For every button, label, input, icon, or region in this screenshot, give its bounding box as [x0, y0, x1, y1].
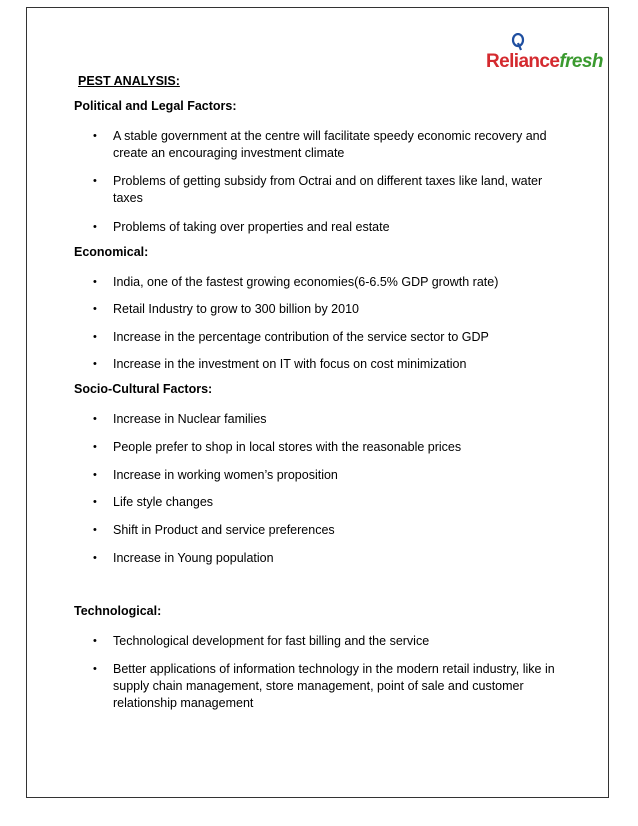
- list-bullet: •: [93, 469, 97, 481]
- list-bullet: •: [93, 331, 97, 343]
- list-bullet: •: [93, 358, 97, 370]
- section-heading-economical: Economical:: [74, 245, 149, 259]
- list-item-line: India, one of the fastest growing economies(6-6.5% GDP growth rate): [113, 275, 499, 289]
- list-bullet: •: [93, 635, 97, 647]
- list-item-line: create an encouraging investment climate: [113, 146, 345, 160]
- list-item-line: People prefer to shop in local stores with the reasonable prices: [113, 440, 462, 454]
- reliance-fresh-logo: [486, 33, 602, 83]
- list-item-line: taxes: [113, 191, 143, 205]
- list-bullet: •: [93, 303, 97, 315]
- list-item-line: Increase in Young population: [113, 551, 274, 565]
- list-item-line: Increase in Nuclear families: [113, 412, 267, 426]
- logo-fresh-text: fresh: [559, 51, 603, 72]
- list-item-line: Problems of getting subsidy from Octrai and on different taxes like land, water: [113, 174, 543, 188]
- list-item-line: Problems of taking over properties and real estate: [113, 220, 390, 234]
- logo-reliance-text: Reliance: [486, 51, 560, 72]
- list-bullet: •: [93, 276, 97, 288]
- page-title: PEST ANALYSIS:: [78, 74, 180, 88]
- section-heading-technological: Technological:: [74, 604, 162, 618]
- list-item-line: supply chain management, store management, point of sale and customer: [113, 679, 524, 693]
- list-item-line: Technological development for fast billing and the service: [113, 634, 430, 648]
- list-bullet: •: [93, 130, 97, 142]
- list-bullet: •: [93, 524, 97, 536]
- list-item-line: Shift in Product and service preferences: [113, 523, 335, 537]
- list-item-line: Life style changes: [113, 495, 214, 509]
- list-item-line: Retail Industry to grow to 300 billion by 2010: [113, 302, 359, 316]
- section-heading-socio-cultural: Socio-Cultural Factors:: [74, 382, 213, 396]
- list-item-line: Better applications of information technology in the modern retail industry, like in: [113, 662, 555, 676]
- list-bullet: •: [93, 663, 97, 675]
- list-item-line: Increase in the percentage contribution of the service sector to GDP: [113, 330, 489, 344]
- list-item-line: Increase in the investment on IT with focus on cost minimization: [113, 357, 467, 371]
- list-item-line: A stable government at the centre will facilitate speedy economic recovery and: [113, 129, 547, 143]
- list-bullet: •: [93, 496, 97, 508]
- list-bullet: •: [93, 175, 97, 187]
- list-item-line: relationship management: [113, 696, 254, 710]
- list-bullet: •: [93, 441, 97, 453]
- list-bullet: •: [93, 413, 97, 425]
- list-bullet: •: [93, 552, 97, 564]
- logo-mark-icon: [511, 33, 525, 51]
- list-item-line: Increase in working women’s proposition: [113, 468, 338, 482]
- list-bullet: •: [93, 221, 97, 233]
- section-heading-political: Political and Legal Factors:: [74, 99, 237, 113]
